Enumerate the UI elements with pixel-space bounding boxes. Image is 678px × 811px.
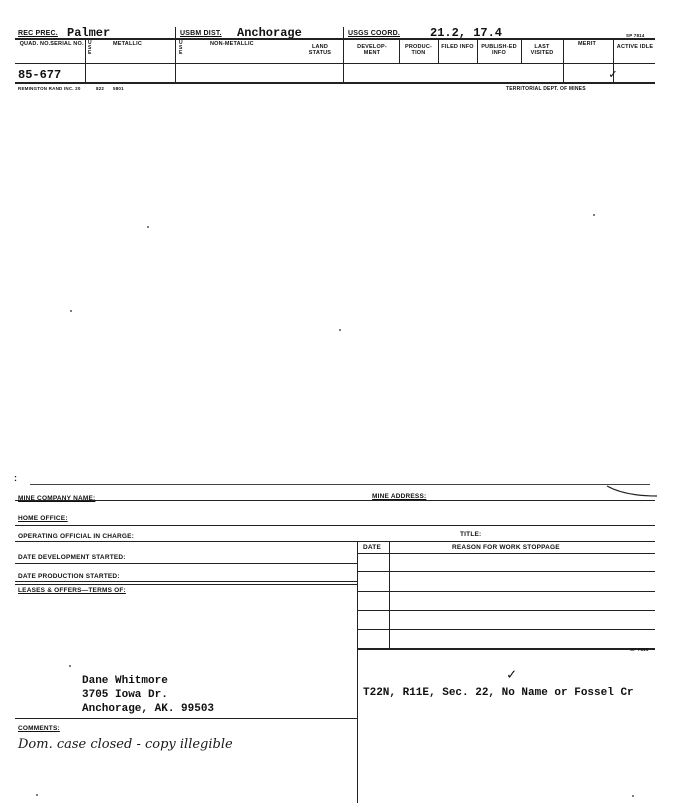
mine-company-name-label: MINE COMPANY NAME: — [18, 495, 96, 502]
address-line-3: Anchorage, AK. 99503 — [82, 703, 215, 715]
comments-label: COMMENTS: — [18, 725, 60, 732]
col-production: PRODUC-TION — [404, 44, 433, 56]
operating-official-label: OPERATING OFFICIAL IN CHARGE: — [18, 533, 135, 540]
date-development-label: DATE DEVELOPMENT STARTED: — [18, 554, 126, 561]
home-office-label: HOME OFFICE: — [18, 515, 68, 522]
stoppage-date-header: DATE — [363, 544, 382, 551]
col-development: DEVELOP-MENT — [357, 44, 387, 56]
footer-left: REMINGTON RAND INC. 20 — [18, 86, 81, 91]
col-active-idle: ACTIVE IDLE — [616, 44, 654, 50]
location-checkmark: ✓ — [507, 667, 517, 684]
col-filed-info: FILED INFO — [441, 44, 474, 50]
col-land-status: LAND STATUS — [308, 44, 332, 56]
date-production-label: DATE PRODUCTION STARTED: — [18, 573, 120, 580]
address-line-1: Dane Whitmore — [82, 675, 168, 687]
col-use-1: U S E — [88, 40, 92, 56]
leases-label: LEASES & OFFERS—TERMS OF: — [18, 587, 126, 594]
col-quad-no: QUAD. NO. — [19, 41, 51, 47]
usgs-coord-value: 21.2, 17.4 — [430, 26, 503, 40]
rec-prec-value: Palmer — [67, 26, 111, 40]
col-use-2: U S E — [179, 40, 183, 56]
footer-right: TERRITORIAL DEPT. OF MINES — [506, 86, 586, 92]
usgs-coord-label: USGS COORD. — [348, 30, 400, 37]
form-number-top: SP 7814 — [626, 33, 645, 38]
col-merit: MERIT — [578, 41, 597, 47]
usbm-dist-label: USBM DIST. — [180, 30, 222, 37]
active-idle-mark: ✓ — [609, 67, 617, 82]
col-serial-no: SERIAL NO. — [50, 41, 84, 47]
stoppage-reason-header: REASON FOR WORK STOPPAGE — [452, 544, 560, 551]
col-metallic: METALLIC — [113, 41, 142, 47]
rec-prec-label: REC PREC. — [18, 30, 58, 37]
form-number-mid: SP 7815 — [630, 647, 649, 652]
comments-handwritten: Dom. case closed - copy illegible — [18, 737, 233, 752]
footer-code-1: 822 — [96, 86, 105, 91]
col-non-metallic: NON-METALLIC — [210, 41, 254, 47]
title-label: TITLE: — [460, 531, 482, 538]
curl-mark — [605, 484, 660, 500]
col-published-info: PUBLISH-ED INFO — [481, 44, 517, 56]
location-text: T22N, R11E, Sec. 22, No Name or Fossel Cr — [363, 687, 634, 699]
address-line-2: 3705 Iowa Dr. — [82, 689, 168, 701]
mine-address-label: MINE ADDRESS: — [372, 493, 427, 500]
quad-serial-value: 85-677 — [18, 68, 62, 82]
col-last-visited: LAST VISITED — [530, 44, 554, 56]
footer-code-2: 5801 — [113, 86, 124, 91]
usbm-dist-value: Anchorage — [237, 26, 302, 40]
tick-mark: : — [14, 473, 18, 483]
